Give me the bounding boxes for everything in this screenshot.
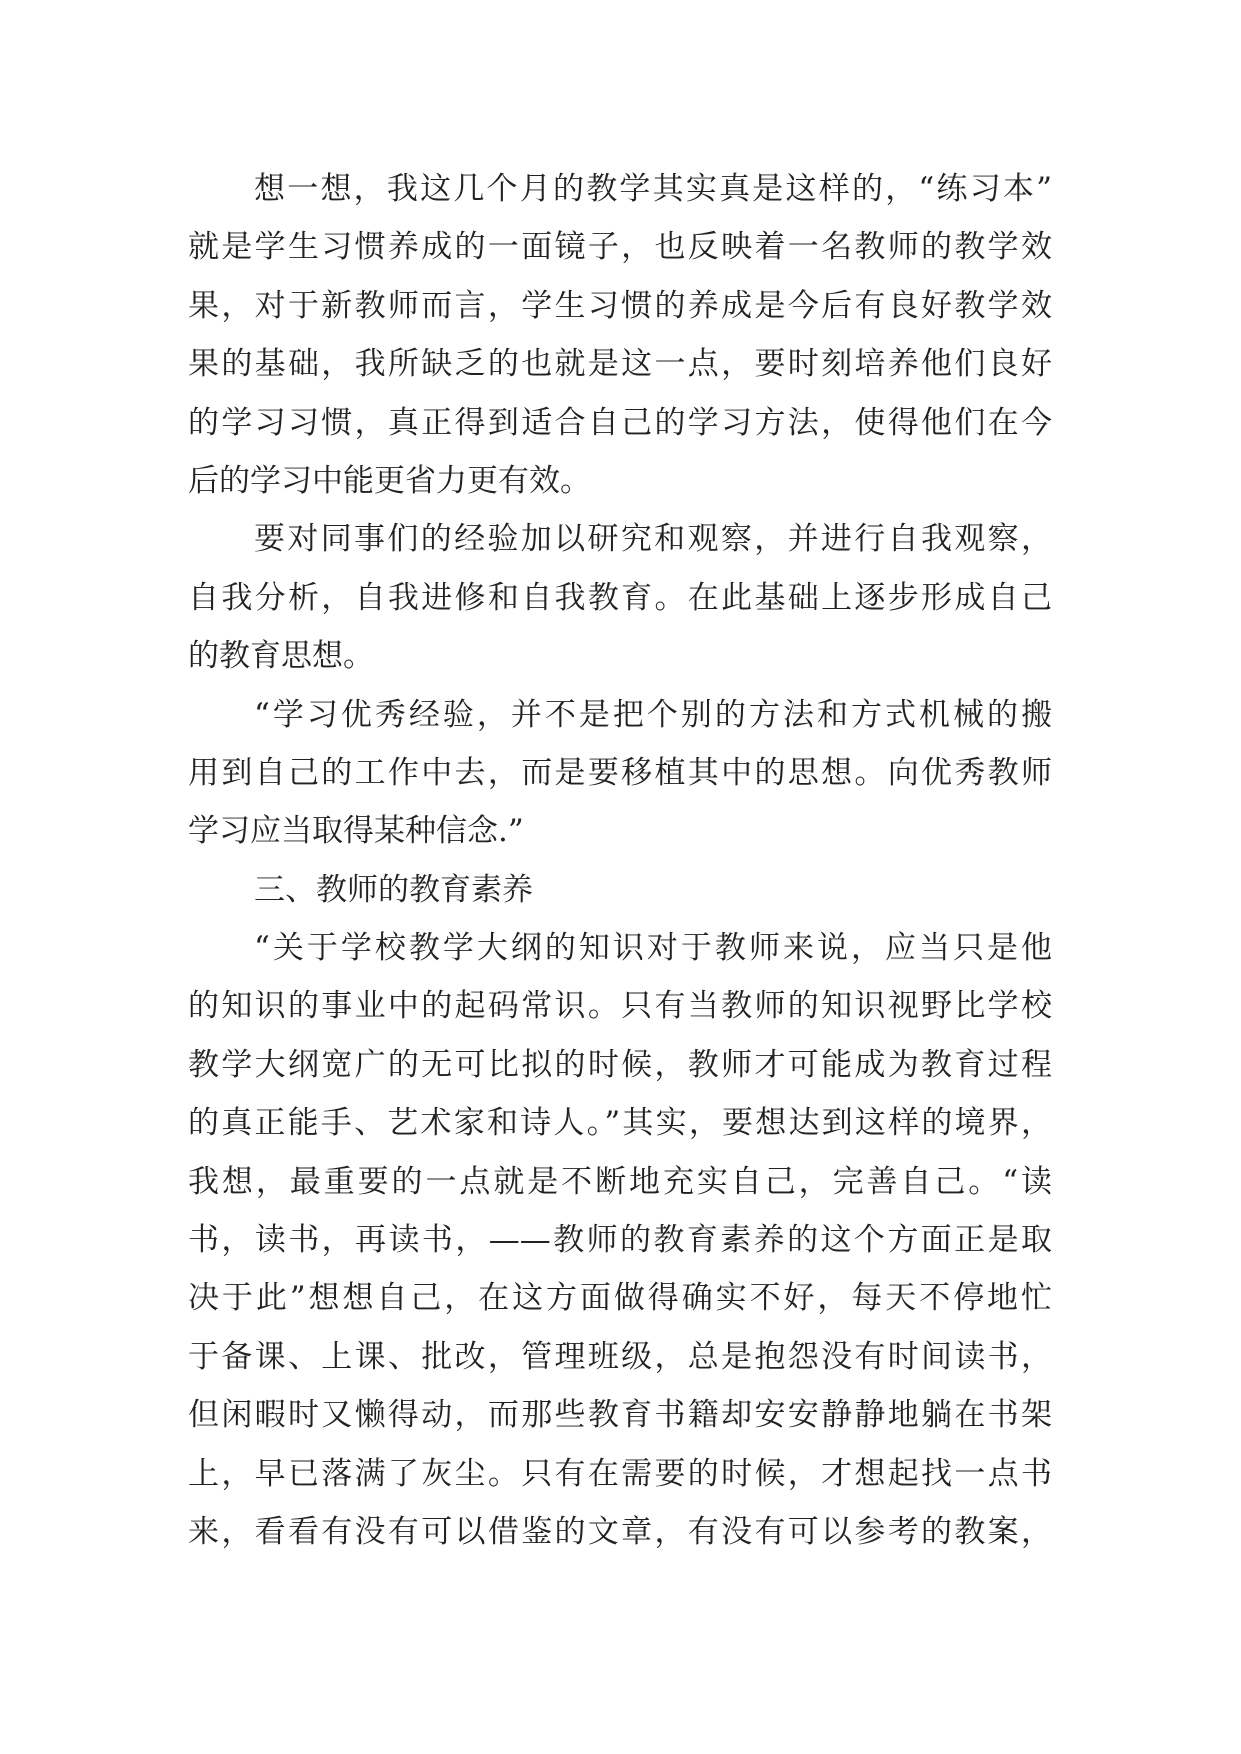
text-line: 的知识的事业中的起码常识。只有当教师的知识视野比学校: [188, 988, 1052, 1025]
text-line: 我想，最重要的一点就是不断地充实自己，完善自己。“读: [188, 1163, 1052, 1200]
text-line: 但闲暇时又懒得动，而那些教育书籍却安安静静地躺在书架: [188, 1397, 1052, 1434]
text-line: 后的学习中能更省力更有效。: [188, 462, 591, 499]
paragraph: [188, 160, 1052, 510]
paragraph: [188, 510, 1052, 685]
text-line: 决于此”想想自己，在这方面做得确实不好，每天不停地忙: [188, 1280, 1052, 1317]
section-heading: [188, 861, 1052, 919]
text-line: 上，早已落满了灰尘。只有在需要的时候，才想起找一点书: [188, 1455, 1052, 1492]
text-line: 就是学生习惯养成的一面镜子，也反映着一名教师的教学效: [188, 229, 1052, 266]
text-line: 果的基础，我所缺乏的也就是这一点，要时刻培养他们良好: [188, 346, 1052, 383]
text-line: 的真正能手、艺术家和诗人。”其实，要想达到这样的境界，: [188, 1105, 1052, 1142]
text-line: 来，看看有没有可以借鉴的文章，有没有可以参考的教案，: [188, 1513, 1052, 1550]
text-line: 要对同事们的经验加以研究和观察，并进行自我观察，: [254, 521, 1052, 558]
text-line: “关于学校教学大纲的知识对于教师来说，应当只是他: [254, 930, 1052, 967]
text-line: “学习优秀经验，并不是把个别的方法和方式机械的搬: [254, 696, 1052, 733]
text-line: 书，读书，再读书，——教师的教育素养的这个方面正是取: [188, 1222, 1052, 1259]
text-line: 用到自己的工作中去，而是要移植其中的思想。向优秀教师: [188, 754, 1052, 791]
text-line: 想一想，我这几个月的教学其实真是这样的，“练习本”: [254, 171, 1052, 207]
text-line: 自我分析，自我进修和自我教育。在此基础上逐步形成自己: [188, 579, 1052, 616]
heading-line: 三、教师的教育素养: [254, 871, 533, 908]
text-line: 学习应当取得某种信念.”: [188, 813, 524, 850]
text-line: 于备课、上课、批改，管理班级，总是抱怨没有时间读书，: [188, 1338, 1052, 1375]
document-body: [188, 160, 1052, 1561]
paragraph: [188, 919, 1052, 1561]
text-line: 的教育思想。: [188, 638, 374, 675]
text-line: 的学习习惯，真正得到适合自己的学习方法，使得他们在今: [188, 404, 1052, 441]
text-line: 果，对于新教师而言，学生习惯的养成是今后有良好教学效: [188, 287, 1052, 324]
text-line: 教学大纲宽广的无可比拟的时候，教师才可能成为教育过程: [188, 1046, 1052, 1083]
paragraph: [188, 686, 1052, 861]
